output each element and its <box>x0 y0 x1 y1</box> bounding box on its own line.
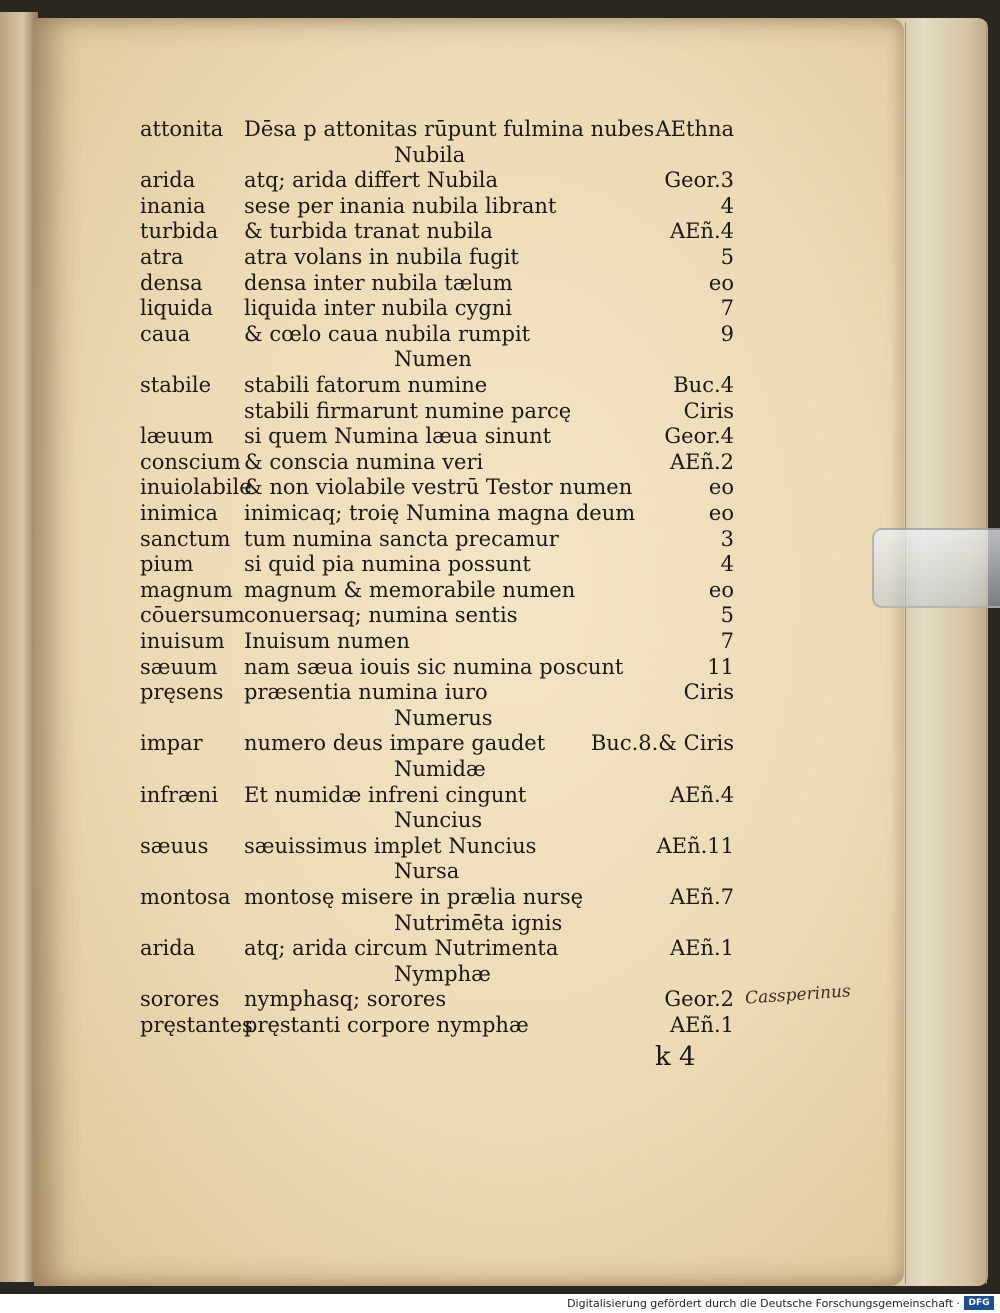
citation: Ciris <box>683 680 734 704</box>
epithet: læuum <box>140 424 214 448</box>
epithet: arida <box>140 936 196 960</box>
citation: 7 <box>720 296 734 320</box>
handwritten-margin-note: Cassperinus <box>744 981 852 1009</box>
section-heading: Nursa <box>394 859 460 883</box>
citation: AEñ.4 <box>669 219 734 243</box>
entry-row <box>0 1012 1000 1038</box>
citation: AEñ.11 <box>656 834 734 858</box>
entry-row <box>0 935 1000 961</box>
verse-quote: sæuissimus implet Nuncius <box>244 834 537 858</box>
verse-quote: sese per inania nubila librant <box>244 194 557 218</box>
section-heading-row <box>0 807 1000 833</box>
verse-quote: Et numidæ infreni cingunt <box>244 783 527 807</box>
citation: AEñ.7 <box>669 885 734 909</box>
epithet: arida <box>140 168 196 192</box>
section-heading-row <box>0 756 1000 782</box>
epithet: pręsens <box>140 680 224 704</box>
signature-mark: k 4 <box>655 1042 696 1072</box>
entry-row <box>0 577 1000 603</box>
verse-quote: stabili fatorum numine <box>244 373 488 397</box>
entry-row <box>0 654 1000 680</box>
section-heading-row <box>0 858 1000 884</box>
entry-row <box>0 167 1000 193</box>
entry-row <box>0 526 1000 552</box>
citation: Geor.2 <box>664 987 734 1011</box>
epithet: sanctum <box>140 527 231 551</box>
entry-row <box>0 244 1000 270</box>
entry-row <box>0 270 1000 296</box>
epithet: pium <box>140 552 194 576</box>
citation: Ciris <box>683 399 734 423</box>
entry-row <box>0 193 1000 219</box>
citation: AEñ.1 <box>669 1013 734 1037</box>
entry-row <box>0 423 1000 449</box>
dfg-logo-icon: DFG <box>964 1296 994 1310</box>
verse-quote: Inuisum numen <box>244 629 410 653</box>
section-heading: Numidæ <box>394 757 486 781</box>
epithet: conscium <box>140 450 241 474</box>
epithet: impar <box>140 731 203 755</box>
verse-quote: conuersaq; numina sentis <box>244 603 518 627</box>
epithet: turbida <box>140 219 219 243</box>
verse-quote: montosę misere in prælia nursę <box>244 885 584 909</box>
citation: Geor.4 <box>664 424 734 448</box>
epithet: cōuersum <box>140 603 245 627</box>
epithet: infræni <box>140 783 219 807</box>
digitization-credit: Digitalisierung gefördert durch die Deutsche Forschungsgemeinschaft · <box>567 1297 960 1310</box>
epithet: caua <box>140 322 191 346</box>
epithet: atra <box>140 245 184 269</box>
section-heading-row <box>0 705 1000 731</box>
citation: 4 <box>720 552 734 576</box>
verse-quote: Dēsa p attonitas rūpunt fulmina nubes <box>244 117 655 141</box>
verse-quote: inimicaq; troię Numina magna deum <box>244 501 636 525</box>
entry-row <box>0 398 1000 424</box>
epithet: inuiolabile <box>140 475 252 499</box>
citation: 3 <box>720 527 734 551</box>
citation: 5 <box>720 603 734 627</box>
verse-quote: & non violabile vestrū Testor numen <box>244 475 633 499</box>
citation: 9 <box>720 322 734 346</box>
verse-quote: atra volans in nubila fugit <box>244 245 519 269</box>
verse-quote: atq; arida differt Nubila <box>244 168 499 192</box>
entry-row <box>0 551 1000 577</box>
verse-quote: nam sæua iouis sic numina poscunt <box>244 655 624 679</box>
citation: AEñ.2 <box>669 450 734 474</box>
verse-quote: stabili firmarunt numine parcę <box>244 399 572 423</box>
entry-row <box>0 782 1000 808</box>
section-heading: Numen <box>394 347 472 371</box>
citation: eo <box>708 271 734 295</box>
entry-row <box>0 730 1000 756</box>
entry-row <box>0 500 1000 526</box>
entry-row <box>0 679 1000 705</box>
entry-row <box>0 628 1000 654</box>
verse-quote: densa inter nubila tælum <box>244 271 513 295</box>
epithet: sæuus <box>140 834 209 858</box>
verse-quote: si quid pia numina possunt <box>244 552 531 576</box>
epithet: magnum <box>140 578 233 602</box>
verse-quote: præsentia numina iuro <box>244 680 488 704</box>
verse-quote: atq; arida circum Nutrimenta <box>244 936 559 960</box>
entry-row <box>0 449 1000 475</box>
entry-row <box>0 833 1000 859</box>
citation: Geor.3 <box>664 168 734 192</box>
citation: eo <box>708 578 734 602</box>
epithet: liquida <box>140 296 214 320</box>
verse-quote: liquida inter nubila cygni <box>244 296 513 320</box>
verse-quote: numero deus impare gaudet <box>244 731 546 755</box>
verse-quote: & conscia numina veri <box>244 450 484 474</box>
section-heading-row <box>0 346 1000 372</box>
citation: Buc.8.& Ciris <box>590 731 734 755</box>
verse-quote: si quem Numina læua sinunt <box>244 424 552 448</box>
section-heading-row <box>0 910 1000 936</box>
verse-quote: & turbida tranat nubila <box>244 219 493 243</box>
citation: eo <box>708 475 734 499</box>
entry-row <box>0 218 1000 244</box>
verse-quote: nymphasq; sorores <box>244 987 447 1011</box>
entry-row <box>0 295 1000 321</box>
epithet: stabile <box>140 373 212 397</box>
section-heading: Nuncius <box>394 808 483 832</box>
citation: 5 <box>720 245 734 269</box>
citation: 7 <box>720 629 734 653</box>
section-heading: Numerus <box>394 706 493 730</box>
epithet: pręstantes <box>140 1013 253 1037</box>
citation: 4 <box>720 194 734 218</box>
entry-row <box>0 884 1000 910</box>
epithet: densa <box>140 271 203 295</box>
epithet: attonita <box>140 117 224 141</box>
section-heading-row <box>0 142 1000 168</box>
citation: AEñ.4 <box>669 783 734 807</box>
verse-quote: pręstanti corpore nymphæ <box>244 1013 529 1037</box>
verse-quote: magnum & memorabile numen <box>244 578 576 602</box>
citation: AEñ.1 <box>669 936 734 960</box>
citation: eo <box>708 501 734 525</box>
section-heading: Nymphæ <box>394 962 491 986</box>
section-heading: Nutrimēta ignis <box>394 911 563 935</box>
verse-quote: & cœlo caua nubila rumpit <box>244 322 531 346</box>
epithet: inuisum <box>140 629 225 653</box>
epithet: inania <box>140 194 206 218</box>
entry-row <box>0 474 1000 500</box>
citation: 11 <box>707 655 734 679</box>
section-heading: Nubila <box>394 143 466 167</box>
entry-row <box>0 372 1000 398</box>
entry-row <box>0 321 1000 347</box>
epithet: inimica <box>140 501 218 525</box>
entry-row <box>0 602 1000 628</box>
epithet: montosa <box>140 885 231 909</box>
epithet: sorores <box>140 987 220 1011</box>
epithet: sæuum <box>140 655 218 679</box>
citation: Buc.4 <box>673 373 734 397</box>
entry-row <box>0 116 1000 142</box>
citation: AEthna <box>655 117 734 141</box>
verse-quote: tum numina sancta precamur <box>244 527 559 551</box>
